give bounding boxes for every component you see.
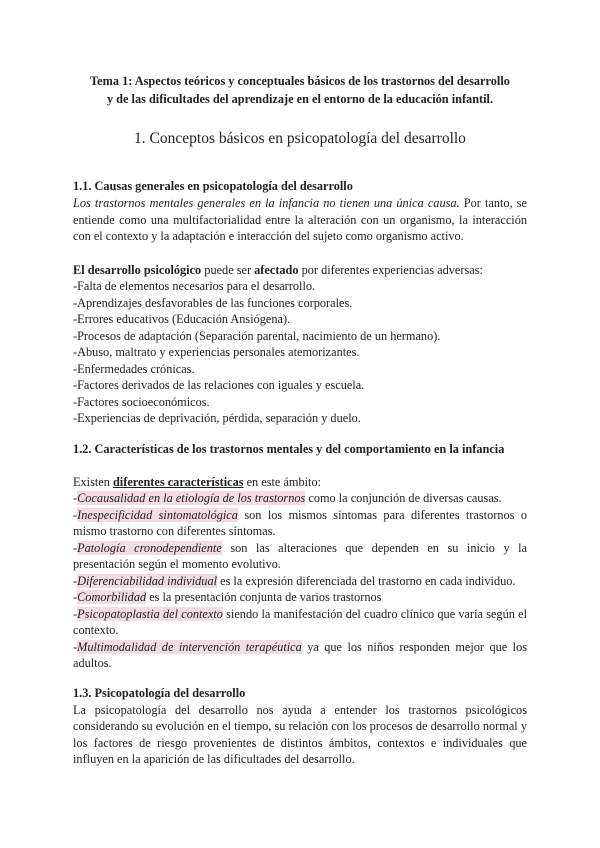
characteristic-term: Cocausalidad en la etiología de los trastornos (77, 491, 306, 505)
document-title-line1: Tema 1: Aspectos teóricos y conceptuales básicos de los trastornos del desarrollo (90, 74, 510, 88)
development-intro-mid: puede ser (201, 262, 255, 277)
list-item: -Factores socioeconómicos. (73, 394, 210, 409)
characteristic-desc: son los mismos síntomas para diferentes trastornos o mismo trastorno con diferentes síntomas. (73, 507, 527, 538)
development-intro-end: por diferentes experiencias adversas: (298, 262, 483, 277)
characteristic-item: -Cocausalidad en la etiología de los trastornos como la conjunción de diversas causas. (73, 491, 502, 505)
section-1-1-text: Por tanto, se entiende como una multifactorialidad entre la alteración con un organismo, la interacción con el contexto y la adaptación e interacción del sujeto como organismo activo. (73, 196, 527, 243)
section-1-1-paragraph (73, 195, 527, 245)
document-title-line2: y de las dificultades del aprendizaje en el entorno de la educación infantil. (106, 92, 494, 106)
list-item: -Errores educativos (Educación Ansiógena). (73, 312, 291, 326)
section-1-3-heading: 1.3. Psicopatología del desarrollo (73, 685, 246, 700)
characteristic-item: -Multimodalidad de intervención terapéutica ya que los niños responden mejor que los adultos. (73, 639, 527, 670)
section-1-1-italic: Los trastornos mentales generales en la infancia no tienen una única causa. (73, 196, 460, 210)
section-1-2-heading: 1.2. Características de los trastornos mentales y del comportamiento en la infancia (73, 441, 505, 456)
section-1-1 (73, 178, 527, 245)
list-item: -Enfermedades crónicas. (73, 361, 195, 376)
characteristic-desc: siendo la manifestación del cuadro clínico que varía según el contexto. (73, 606, 527, 637)
section-1-title: 1. Conceptos básicos en psicopatología del desarrollo (134, 130, 466, 147)
list-item: -Factores derivados de las relaciones con iguales y escuela. (73, 378, 365, 392)
characteristic-desc: ya que los niños responden mejor que los adultos. (73, 639, 527, 670)
section-1-2 (73, 441, 527, 672)
development-adversities (73, 262, 527, 427)
section-1-3 (73, 685, 527, 768)
development-intro (73, 262, 527, 279)
document-title (73, 72, 527, 108)
section-1-2-intro-post: en este ámbito: (243, 474, 322, 489)
list-item: -Procesos de adaptación (Separación parental, nacimiento de un hermano). (73, 328, 441, 343)
section-1-3-paragraph: La psicopatología del desarrollo nos ayuda a entender los trastornos psicológicos considerando su evolución en el tiempo, su relación con los procesos de desarrollo normal y los factores de riesgo provenientes de distintos ámbitos, contextos e individuales que influyen en la aparición de las dificultades del desarrollo. (73, 702, 527, 766)
characteristic-item: -Inespecificidad sintomatológica son los mismos síntomas para diferentes trastornos o mismo trastorno con diferentes síntomas. (73, 507, 527, 538)
characteristic-desc: son las alteraciones que dependen en su inicio y la presentación según el momento evolutivo. (73, 540, 528, 571)
characteristic-item: -Patología cronodependiente son las alteraciones que dependen en su inicio y la presentación según el momento evolutivo. (73, 540, 528, 571)
characteristic-item: -Comorbilidad es la presentación conjunta de varios trastornos (73, 590, 382, 604)
characteristic-term: Comorbilidad (77, 590, 147, 604)
adversities-list (73, 278, 527, 427)
characteristic-term: Psicopatoplastia del contexto (77, 606, 223, 621)
section-1-2-intro-bold: diferentes características (112, 474, 244, 489)
list-item: -Experiencias de deprivación, pérdida, separación y duelo. (73, 411, 361, 425)
development-intro-bold1: El desarrollo psicológico (73, 262, 202, 277)
characteristic-term: Patología cronodependiente (77, 540, 222, 555)
characteristic-term: Inespecificidad sintomatológica (77, 507, 238, 522)
characteristic-term: Diferenciabilidad individual (77, 573, 218, 588)
characteristic-item: -Psicopatoplastia del contexto siendo la manifestación del cuadro clínico que varía según el contexto. (73, 606, 527, 637)
development-intro-bold2: afectado (254, 262, 299, 277)
section-1-2-intro (73, 474, 527, 491)
list-item: -Aprendizajes desfavorables de las funciones corporales. (73, 295, 353, 310)
section-1-1-heading: 1.1. Causas generales en psicopatología del desarrollo (73, 179, 353, 193)
list-item: -Abuso, maltrato y experiencias personales atemorizantes. (73, 345, 360, 359)
characteristic-item: -Diferenciabilidad individual es la expresión diferenciada del trastorno en cada individuo. (73, 573, 516, 588)
characteristic-term: Multimodalidad de intervención terapéutica (77, 639, 302, 654)
characteristic-desc: es la expresión diferenciada del trastorno en cada individuo. (217, 573, 516, 588)
section-1-2-intro-pre: Existen (73, 474, 113, 489)
list-item: -Falta de elementos necesarios para el desarrollo. (73, 279, 316, 293)
characteristic-desc: es la presentación conjunta de varios trastornos (146, 590, 382, 604)
characteristic-desc: como la conjunción de diversas causas. (305, 491, 502, 505)
